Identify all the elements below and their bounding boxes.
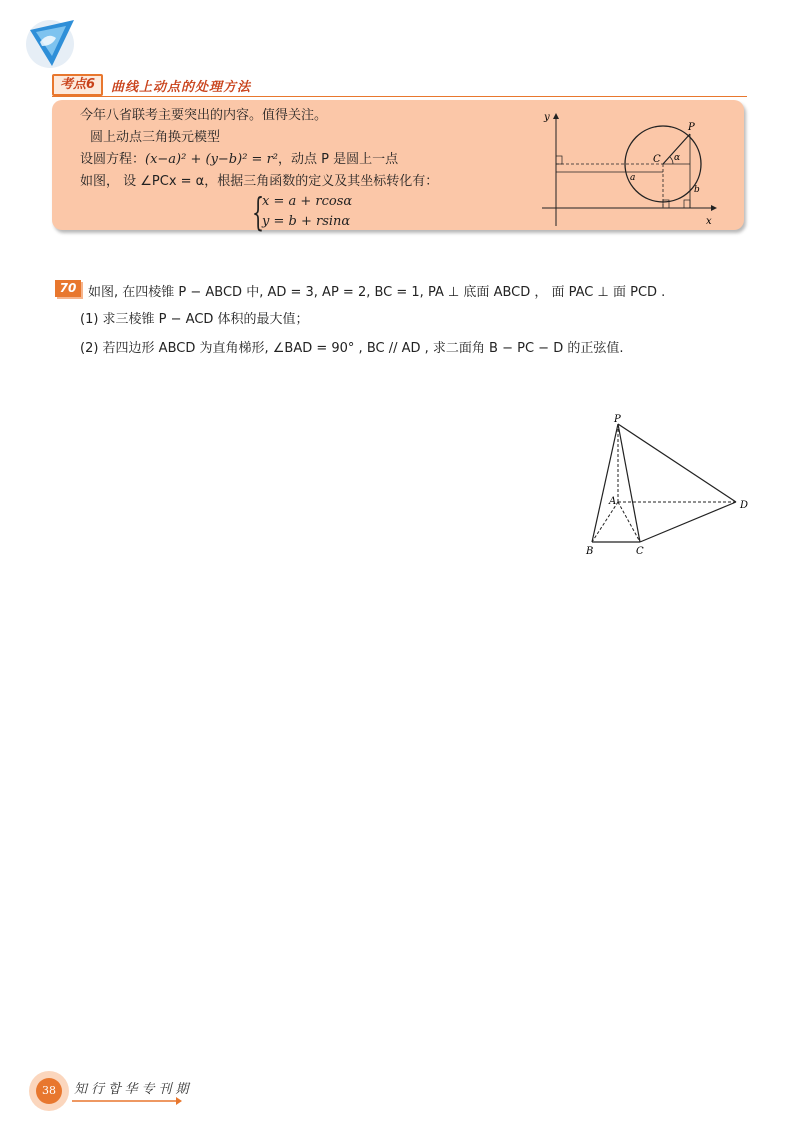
section-title: 曲线上动点的处理方法 (111, 79, 252, 95)
fig-label-y: y (544, 112, 550, 123)
pyr-label-D: D (740, 500, 749, 511)
pyr-label-P: P (614, 414, 621, 425)
pyramid-figure (578, 412, 758, 562)
equation-y: y = b + rsinα (262, 214, 351, 229)
question-stem: 如图, 在四棱锥 P − ABCD 中, AD = 3, AP = 2, BC = 1, PA ⊥ 底面 ABCD ， 面 PAC ⊥ 面 PCD . (88, 285, 666, 300)
info-box (52, 100, 744, 234)
pyr-label-A: A (609, 496, 617, 507)
info-line-3 (80, 148, 398, 167)
fig-label-a: a (630, 173, 636, 183)
fig-label-P: P (688, 122, 695, 133)
fig-label-x: x (706, 216, 712, 227)
page-number-circle (29, 1071, 69, 1111)
fig-label-alpha: α (674, 153, 681, 163)
info-line-4: 如图， 设 ∠PCx = α，根据三角函数的定义及其坐标转化有： (80, 174, 439, 189)
question-part-2: (2) 若四边形 ABCD 为直角梯形, ∠BAD = 90° , BC // AD , 求二面角 B − PC − D 的正弦值. (80, 341, 624, 356)
footer-title: 知行합华专刊期 (74, 1082, 193, 1097)
header-divider (52, 96, 747, 97)
equation-brace: { (252, 190, 265, 234)
equation-x: x = a + rcosα (262, 194, 353, 209)
info-line-1: 今年八省联考主要突出的内容。值得关注。 (80, 108, 328, 123)
question-part-1: (1) 求三棱锥 P − ACD 体积的最大值； (80, 312, 309, 327)
circle-equation-suffix: ，动点 P 是圆上一点 (278, 152, 399, 167)
fig-label-C: C (653, 154, 661, 165)
circle-equation: (x−a)² + (y−b)² = r² (145, 152, 278, 167)
pyr-label-C: C (636, 546, 644, 557)
question-number-badge: 70 (55, 280, 81, 297)
fig-label-b: b (694, 185, 700, 195)
pyr-label-B: B (586, 546, 594, 557)
logo-icon (22, 12, 82, 72)
info-line-2: 圆上动点三角换元模型 (90, 130, 221, 145)
circle-model-figure (538, 108, 724, 228)
footer-arrow-icon (72, 1097, 182, 1105)
section-header (52, 74, 251, 96)
circle-equation-prefix: 设圆方程： (80, 152, 146, 167)
section-tag: 考点6 (52, 74, 103, 96)
page-number: 38 (36, 1078, 62, 1104)
